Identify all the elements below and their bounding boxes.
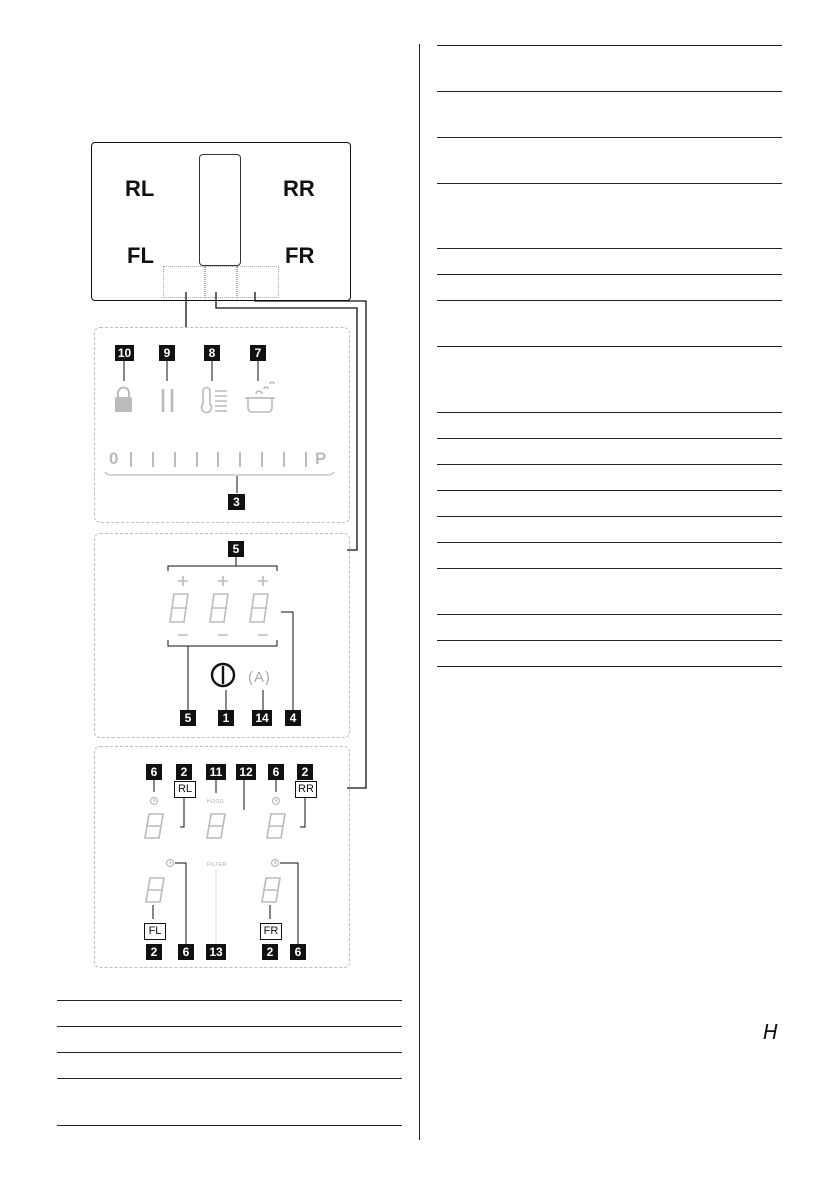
slider-start-label: 0: [109, 449, 119, 468]
zone-label-rr: RR: [283, 176, 315, 201]
callout-2-rl: 2: [176, 764, 192, 780]
table-rule: [437, 438, 782, 439]
table-rule: [437, 490, 782, 491]
table-rule: [437, 412, 782, 413]
callout-12: 12: [236, 764, 256, 780]
callout-4: 4: [285, 710, 301, 726]
callout-6-rl-timer: 6: [146, 764, 162, 780]
table-rule: [437, 45, 782, 46]
table-rule: [437, 464, 782, 465]
zone-label-rl: RL: [125, 176, 155, 201]
zone-label-fr: FR: [285, 243, 315, 268]
zone-label-fl: FL: [127, 243, 154, 268]
table-rule: [57, 1026, 402, 1027]
zone-box-fl: FL: [144, 923, 166, 940]
column-divider: [419, 44, 420, 1140]
callout-5-bottom: 5: [180, 710, 196, 726]
callout-7: 7: [250, 345, 266, 361]
callout-2-fr: 2: [262, 944, 278, 960]
callout-3: 3: [228, 494, 245, 510]
zone-box-rr: RR: [295, 781, 317, 798]
table-rule: [437, 614, 782, 615]
table-rule: [437, 300, 782, 301]
callout-13: 13: [206, 944, 226, 960]
table-rule: [437, 91, 782, 92]
callout-6-fr-timer: 6: [290, 944, 306, 960]
table-rule: [57, 1000, 402, 1001]
table-rule: [437, 516, 782, 517]
callout-9: 9: [159, 345, 175, 361]
callout-5-top: 5: [228, 541, 244, 557]
table-rule: [437, 274, 782, 275]
zone-box-fr: FR: [260, 923, 282, 940]
zone-box-rl: RL: [174, 781, 196, 798]
hood-label: HOOD: [207, 799, 224, 805]
table-rule: [57, 1078, 402, 1079]
table-rule: [437, 666, 782, 667]
callout-14: 14: [252, 710, 272, 726]
filter-label: FILTER: [207, 862, 227, 868]
table-rule: [57, 1052, 402, 1053]
h-display-symbol: H: [763, 1020, 779, 1044]
slider-end-label: P: [315, 449, 327, 468]
callout-2-rr: 2: [297, 764, 313, 780]
table-rule: [437, 183, 782, 184]
callout-1: 1: [218, 710, 234, 726]
callout-6-fl-timer: 6: [178, 944, 194, 960]
callout-8: 8: [204, 345, 220, 361]
callout-6-rr-timer: 6: [268, 764, 284, 780]
callout-11: 11: [206, 764, 226, 780]
table-rule: [437, 346, 782, 347]
table-rule: [437, 568, 782, 569]
table-rule: [57, 1125, 402, 1126]
table-rule: [437, 248, 782, 249]
callout-2-fl: 2: [146, 944, 162, 960]
table-rule: [437, 542, 782, 543]
callout-10: 10: [115, 345, 134, 361]
table-rule: [437, 137, 782, 138]
auto-mode-icon: (A): [248, 669, 271, 686]
table-rule: [437, 640, 782, 641]
